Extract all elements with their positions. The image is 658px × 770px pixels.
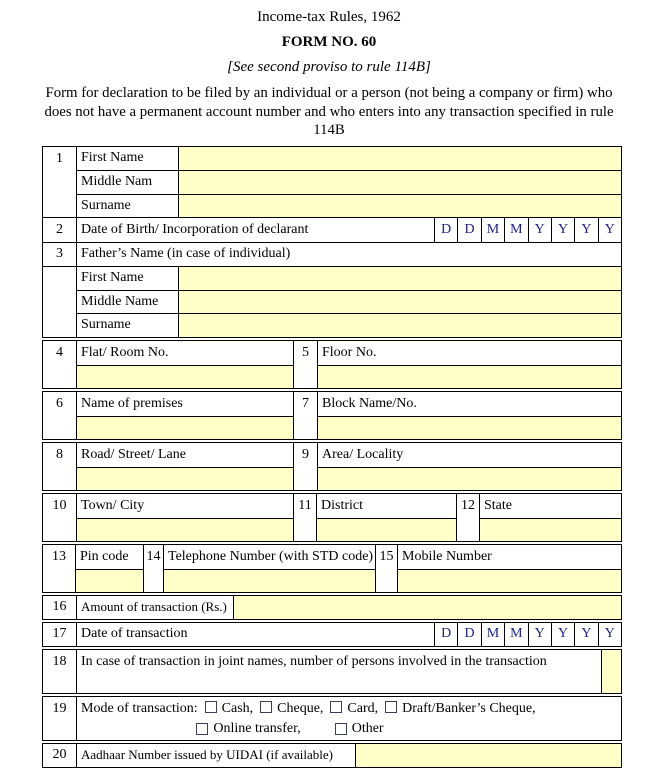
father-name-label: Father’s Name (in case of individual) xyxy=(76,243,621,267)
txn-date-box-5[interactable]: Y xyxy=(528,623,551,646)
father-surname-label: Surname xyxy=(76,313,178,337)
district-label: District xyxy=(316,494,456,518)
father-surname-input[interactable] xyxy=(178,313,621,337)
row-number-12: 12 xyxy=(456,494,479,541)
row-number-14: 14 xyxy=(143,545,163,592)
pin-code-label: Pin code xyxy=(75,545,143,569)
mode-of-transaction-cell xyxy=(76,697,621,740)
dob-box-3[interactable]: M xyxy=(481,218,504,242)
draft-checkbox[interactable] xyxy=(385,701,397,713)
aadhaar-row xyxy=(42,743,622,768)
telephone-input[interactable] xyxy=(163,569,375,592)
father-name-section xyxy=(42,242,622,338)
mobile-number-input[interactable] xyxy=(397,569,621,592)
rules-title: Income-tax Rules, 1962 xyxy=(257,9,401,25)
road-street-input[interactable] xyxy=(76,467,293,490)
row-number-4: 4 xyxy=(56,344,63,360)
flat-room-label: Flat/ Room No. xyxy=(76,341,293,365)
txn-date-box-3[interactable]: M xyxy=(481,623,504,646)
row-number-9: 9 xyxy=(293,443,317,490)
premises-block-row xyxy=(42,391,622,440)
town-city-input[interactable] xyxy=(76,518,293,541)
father-middle-name-label: Middle Name xyxy=(76,290,178,314)
dob-box-8[interactable]: Y xyxy=(598,218,621,242)
mobile-number-label: Mobile Number xyxy=(397,545,621,569)
mode-options-line2 xyxy=(81,719,617,739)
cash-label: Cash, xyxy=(221,700,254,716)
cash-checkbox[interactable] xyxy=(205,701,217,713)
row-number-19: 19 xyxy=(52,700,67,716)
pin-phone-mobile-row xyxy=(42,544,622,593)
father-first-name-input[interactable] xyxy=(178,266,621,290)
joint-names-label: In case of transaction in joint names, number of persons involved in the transaction xyxy=(76,650,601,693)
mode-of-transaction-row xyxy=(42,696,622,741)
row-number-7: 7 xyxy=(293,392,317,439)
txn-date-box-1[interactable]: D xyxy=(434,623,457,646)
row-number-20: 20 xyxy=(52,747,67,762)
first-name-label: First Name xyxy=(76,147,178,171)
joint-persons-input[interactable] xyxy=(601,650,621,693)
dob-box-1[interactable]: D xyxy=(434,218,457,242)
txn-date-box-2[interactable]: D xyxy=(457,623,480,646)
state-input[interactable] xyxy=(479,518,621,541)
dob-label: Date of Birth/ Incorporation of declarant xyxy=(76,218,434,242)
row-number-18: 18 xyxy=(52,653,67,669)
row-number-17: 17 xyxy=(52,626,67,641)
row-number-5: 5 xyxy=(293,341,317,388)
floor-label: Floor No. xyxy=(317,341,621,365)
mode-option-cheque xyxy=(260,699,323,719)
cheque-checkbox[interactable] xyxy=(260,701,272,713)
block-name-label: Block Name/No. xyxy=(317,392,621,416)
father-first-name-label: First Name xyxy=(76,266,178,290)
amount-input[interactable] xyxy=(233,596,621,619)
mode-label: Mode of transaction: xyxy=(81,700,198,716)
mode-option-online-transfer xyxy=(196,719,300,739)
row-number-spacer xyxy=(43,266,76,337)
area-locality-label: Area/ Locality xyxy=(317,443,621,467)
surname-label: Surname xyxy=(76,194,178,218)
form-table xyxy=(42,146,622,768)
road-area-row xyxy=(42,442,622,491)
road-street-label: Road/ Street/ Lane xyxy=(76,443,293,467)
cheque-label: Cheque, xyxy=(277,700,324,716)
flat-room-input[interactable] xyxy=(76,365,293,388)
row-number-8: 8 xyxy=(56,446,63,462)
declarant-name-section xyxy=(42,146,622,219)
row-number-16: 16 xyxy=(52,599,67,614)
surname-input[interactable] xyxy=(178,194,621,218)
other-label: Other xyxy=(351,720,384,736)
form-number-title: FORM NO. 60 xyxy=(281,34,377,50)
dob-box-6[interactable]: Y xyxy=(551,218,574,242)
flat-floor-row xyxy=(42,340,622,389)
dob-row xyxy=(42,217,622,243)
row-number-1: 1 xyxy=(56,150,63,166)
town-district-state-row xyxy=(42,493,622,542)
row-number-15: 15 xyxy=(375,545,397,592)
area-locality-input[interactable] xyxy=(317,467,621,490)
first-name-input[interactable] xyxy=(178,147,621,171)
dob-box-2[interactable]: D xyxy=(457,218,480,242)
transaction-date-label: Date of transaction xyxy=(76,623,434,646)
draft-label: Draft/Banker’s Cheque, xyxy=(402,700,536,716)
premises-label: Name of premises xyxy=(76,392,293,416)
transaction-date-row xyxy=(42,622,622,647)
middle-name-input[interactable] xyxy=(178,170,621,194)
premises-input[interactable] xyxy=(76,416,293,439)
father-middle-name-input[interactable] xyxy=(178,290,621,314)
mode-option-draft xyxy=(385,699,535,719)
telephone-label: Telephone Number (with STD code) xyxy=(163,545,375,569)
row-number-6: 6 xyxy=(56,395,63,411)
joint-names-row xyxy=(42,649,622,694)
amount-label: Amount of transaction (Rs.) xyxy=(76,596,233,619)
mode-option-cash xyxy=(205,699,254,719)
row-number-10: 10 xyxy=(52,497,67,513)
other-checkbox[interactable] xyxy=(335,723,347,735)
card-checkbox[interactable] xyxy=(330,701,342,713)
row-number-11: 11 xyxy=(293,494,316,541)
dob-box-4[interactable]: M xyxy=(504,218,527,242)
aadhaar-input[interactable] xyxy=(355,744,621,767)
proviso-note: [See second proviso to rule 114B] xyxy=(227,59,431,75)
floor-input[interactable] xyxy=(317,365,621,388)
row-number-3: 3 xyxy=(56,246,63,262)
mode-option-card xyxy=(330,699,378,719)
town-city-label: Town/ City xyxy=(76,494,293,518)
txn-date-box-7[interactable]: Y xyxy=(574,623,597,646)
txn-date-box-8[interactable]: Y xyxy=(598,623,621,646)
block-name-input[interactable] xyxy=(317,416,621,439)
aadhaar-label: Aadhaar Number issued by UIDAI (if available) xyxy=(76,744,355,767)
middle-name-label: Middle Nam xyxy=(76,170,178,194)
txn-date-box-4[interactable]: M xyxy=(504,623,527,646)
amount-row xyxy=(42,595,622,620)
form-description: Form for declaration to be filed by an individual or a person (not being a company or firm) who does not have a permanent account number and who enters into any transaction specified in rule 114B xyxy=(44,85,614,138)
mode-option-other xyxy=(335,719,384,739)
card-label: Card, xyxy=(347,700,379,716)
district-input[interactable] xyxy=(316,518,456,541)
dob-box-7[interactable]: Y xyxy=(574,218,597,242)
txn-date-box-6[interactable]: Y xyxy=(551,623,574,646)
dob-box-5[interactable]: Y xyxy=(528,218,551,242)
row-number-13: 13 xyxy=(52,548,66,564)
row-number-2: 2 xyxy=(56,221,63,237)
online-transfer-checkbox[interactable] xyxy=(196,723,208,735)
state-label: State xyxy=(479,494,621,518)
pin-code-input[interactable] xyxy=(75,569,143,592)
online-transfer-label: Online transfer, xyxy=(213,720,301,736)
